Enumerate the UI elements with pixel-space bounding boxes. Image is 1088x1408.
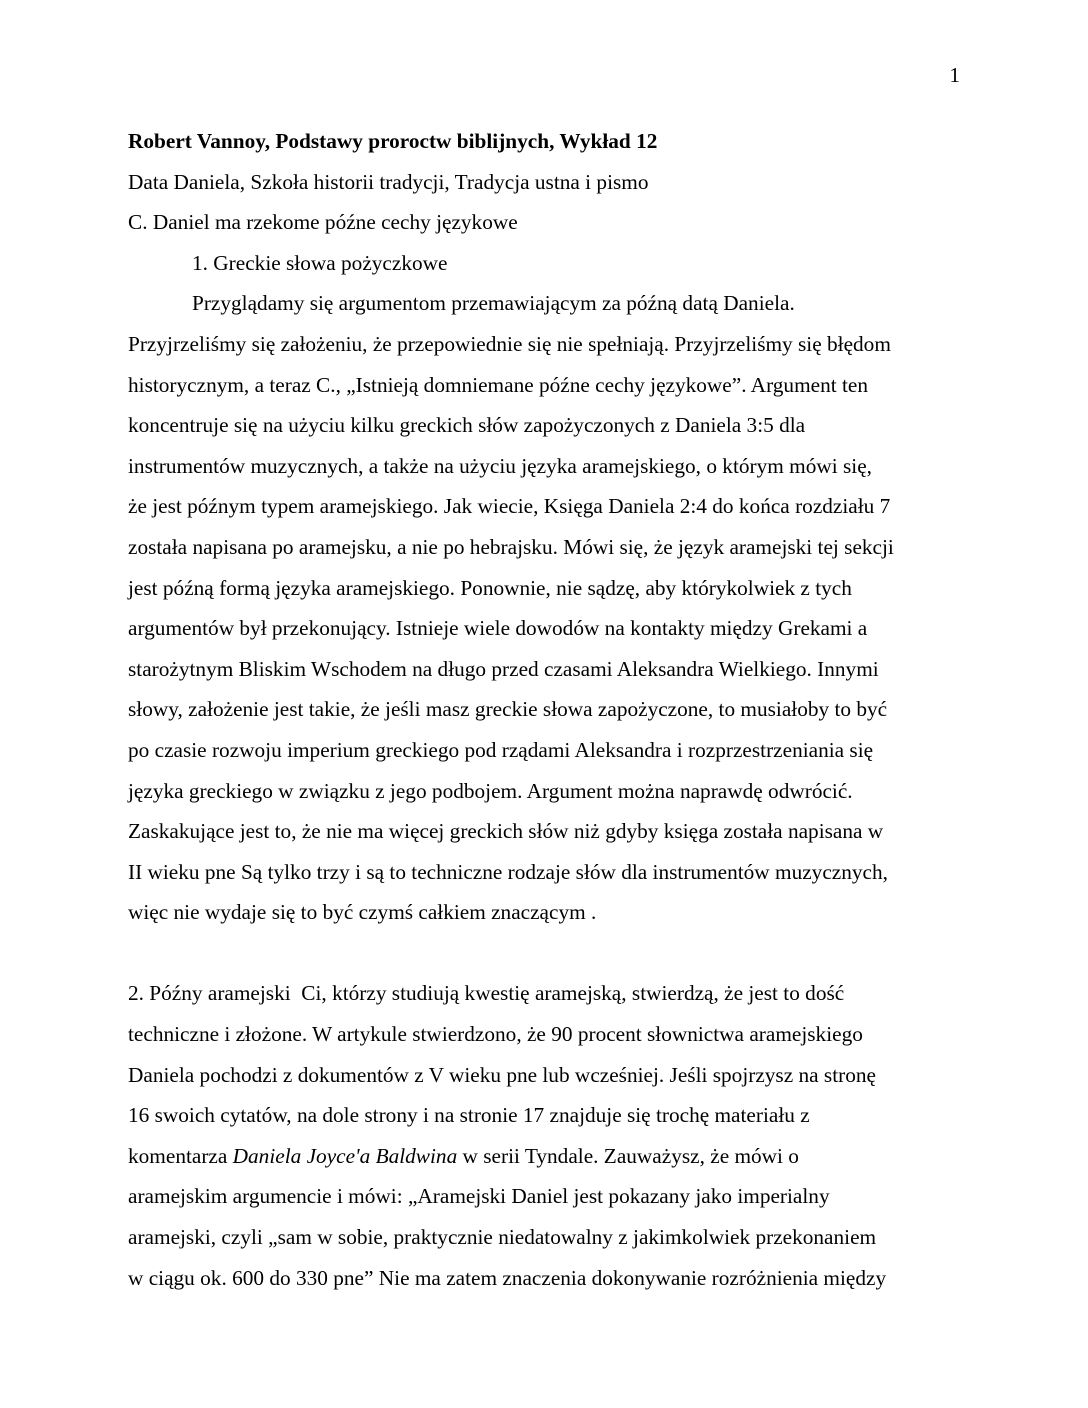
text-line: Przyjrzeliśmy się założeniu, że przepowiednie się nie spełniają. Przyjrzeliśmy się błędom xyxy=(128,331,891,356)
text-line: instrumentów muzycznych, a także na użyciu języka aramejskiego, o którym mówi się, xyxy=(128,453,872,478)
text-line: w ciągu ok. 600 do 330 pne” Nie ma zatem znaczenia dokonywanie rozróżnienia między xyxy=(128,1265,887,1290)
text-line: starożytnym Bliskim Wschodem na długo przed czasami Aleksandra Wielkiego. Innymi xyxy=(128,656,879,681)
text-line: języka greckiego w związku z jego podbojem. Argument można naprawdę odwrócić. xyxy=(128,778,853,803)
blank-line xyxy=(128,933,962,974)
text-line: historycznym, a teraz C., „Istnieją domniemane późne cechy językowe”. Argument ten xyxy=(128,372,868,397)
text-segment: w serii Tyndale. Zauważysz, że mówi o xyxy=(457,1143,799,1168)
text-line: że jest późnym typem aramejskiego. Jak wiecie, Księga Daniela 2:4 do końca rozdziału 7 xyxy=(128,494,891,519)
document-subtitle: Data Daniela, Szkoła historii tradycji, Tradycja ustna i pismo xyxy=(128,169,649,194)
text-line: argumentów był przekonujący. Istnieje wiele dowodów na kontakty między Grekami a xyxy=(128,616,868,641)
subsection-heading: 1. Greckie słowa pożyczkowe xyxy=(192,250,448,275)
text-line: II wieku pne Są tylko trzy i są to techniczne rodzaje słów dla instrumentów muzycznych, xyxy=(128,859,888,884)
text-line: aramejskim argumencie i mówi: „Aramejski Daniel jest pokazany jako imperialny xyxy=(128,1184,830,1209)
page-number: 1 xyxy=(949,63,960,87)
text-line: techniczne i złożone. W artykule stwierdzono, że 90 procent słownictwa aramejskiego xyxy=(128,1022,863,1047)
text-line: została napisana po aramejsku, a nie po hebrajsku. Mówi się, że język aramejski tej sekcji xyxy=(128,534,894,559)
text-line: Daniela pochodzi z dokumentów z V wieku pne lub wcześniej. Jeśli spojrzysz na stronę xyxy=(128,1062,876,1087)
text-line: aramejski, czyli „sam w sobie, praktycznie niedatowalny z jakimkolwiek przekonaniem xyxy=(128,1225,877,1250)
document-title: Robert Vannoy, Podstawy proroctw biblijnych, Wykład 12 xyxy=(128,129,658,153)
book-title-italic: Daniela Joyce'a Baldwina xyxy=(232,1143,458,1168)
text-line: jest późną formą języka aramejskiego. Ponownie, nie sądzę, aby którykolwiek z tych xyxy=(128,575,852,600)
text-line: Zaskakujące jest to, że nie ma więcej greckich słów niż gdyby księga została napisana w xyxy=(128,819,884,844)
text-line xyxy=(128,1136,962,1177)
text-segment: komentarza xyxy=(128,1143,233,1168)
section-heading: C. Daniel ma rzekome późne cechy językowe xyxy=(128,210,518,235)
text-line: 2. Późny aramejski Ci, którzy studiują kwestię aramejską, stwierdzą, że jest to dość xyxy=(128,981,845,1006)
text-line: 16 swoich cytatów, na dole strony i na stronie 17 znajduje się trochę materiału z xyxy=(128,1103,810,1128)
text-line: Przyglądamy się argumentom przemawiającym za późną datą Daniela. xyxy=(192,291,795,316)
text-line: więc nie wydaje się to być czymś całkiem znaczącym . xyxy=(128,900,597,925)
text-line: słowy, założenie jest takie, że jeśli masz greckie słowa zapożyczone, to musiałoby to być xyxy=(128,697,888,722)
text-line: po czasie rozwoju imperium greckiego pod rządami Aleksandra i rozprzestrzeniania się xyxy=(128,737,874,762)
document-content xyxy=(128,121,962,1298)
text-line: koncentruje się na użyciu kilku greckich słów zapożyczonych z Daniela 3:5 dla xyxy=(128,413,806,438)
